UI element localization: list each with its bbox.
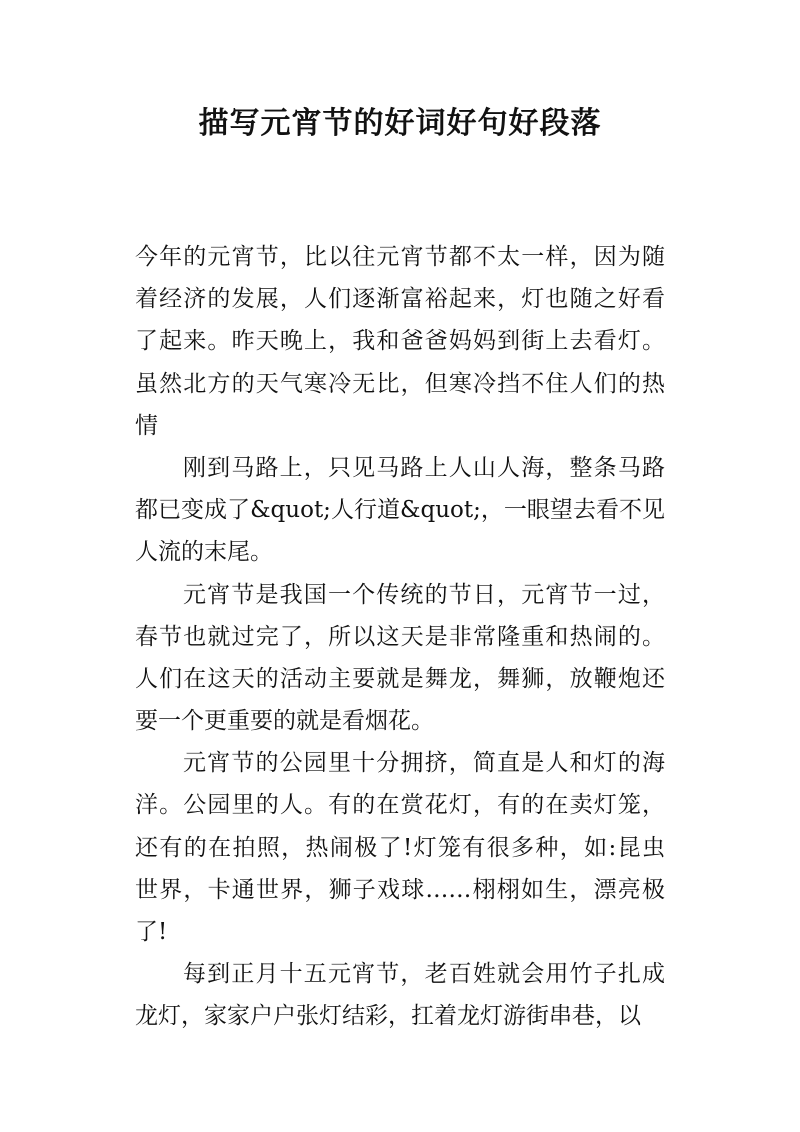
document-title: 描写元宵节的好词好句好段落 [198, 106, 602, 141]
text-line: 世界，卡通世界，狮子戏球……栩栩如生，漂亮极 [135, 876, 665, 903]
text-line: 春节也就过完了，所以这天是非常隆重和热闹的。 [135, 623, 665, 650]
text-line: 人流的末尾。 [135, 539, 273, 566]
paragraph [135, 574, 665, 743]
paragraph [135, 953, 665, 1037]
text-line: 了起来。昨天晚上，我和爸爸妈妈到街上去看灯。 [135, 328, 665, 355]
text-line: 今年的元宵节，比以往元宵节都不太一样，因为随 [135, 244, 665, 270]
text-line: 情 [135, 412, 158, 439]
text-line: 每到正月十五元宵节，老百姓就会用竹子扎成 [183, 961, 665, 988]
text-line: 洋。公园里的人。有的在赏花灯，有的在卖灯笼， [135, 792, 665, 819]
text-line: 元宵节的公园里十分拥挤，简直是人和灯的海 [183, 750, 665, 777]
document-body [135, 236, 665, 1038]
paragraph [135, 236, 665, 447]
paragraph [135, 447, 665, 574]
text-line: 着经济的发展，人们逐渐富裕起来，灯也随之好看 [135, 286, 665, 313]
text-line: 还有的在拍照，热闹极了!灯笼有很多种，如:昆虫 [135, 834, 665, 861]
text-line: 虽然北方的天气寒冷无比，但寒冷挡不住人们的热 [135, 370, 665, 397]
text-line: 龙灯，家家户户张灯结彩，扛着龙灯游街串巷，以 [135, 1003, 641, 1030]
paragraph [135, 742, 665, 953]
text-line: 人们在这天的活动主要就是舞龙，舞狮，放鞭炮还 [135, 665, 665, 692]
text-line: 都已变成了&quot;人行道&quot;，一眼望去看不见 [135, 497, 665, 524]
text-line: 了! [135, 919, 168, 945]
text-line: 元宵节是我国一个传统的节日，元宵节一过， [183, 581, 665, 608]
text-line: 要一个更重要的就是看烟花。 [135, 708, 434, 735]
text-line: 刚到马路上，只见马路上人山人海，整条马路 [183, 454, 665, 481]
